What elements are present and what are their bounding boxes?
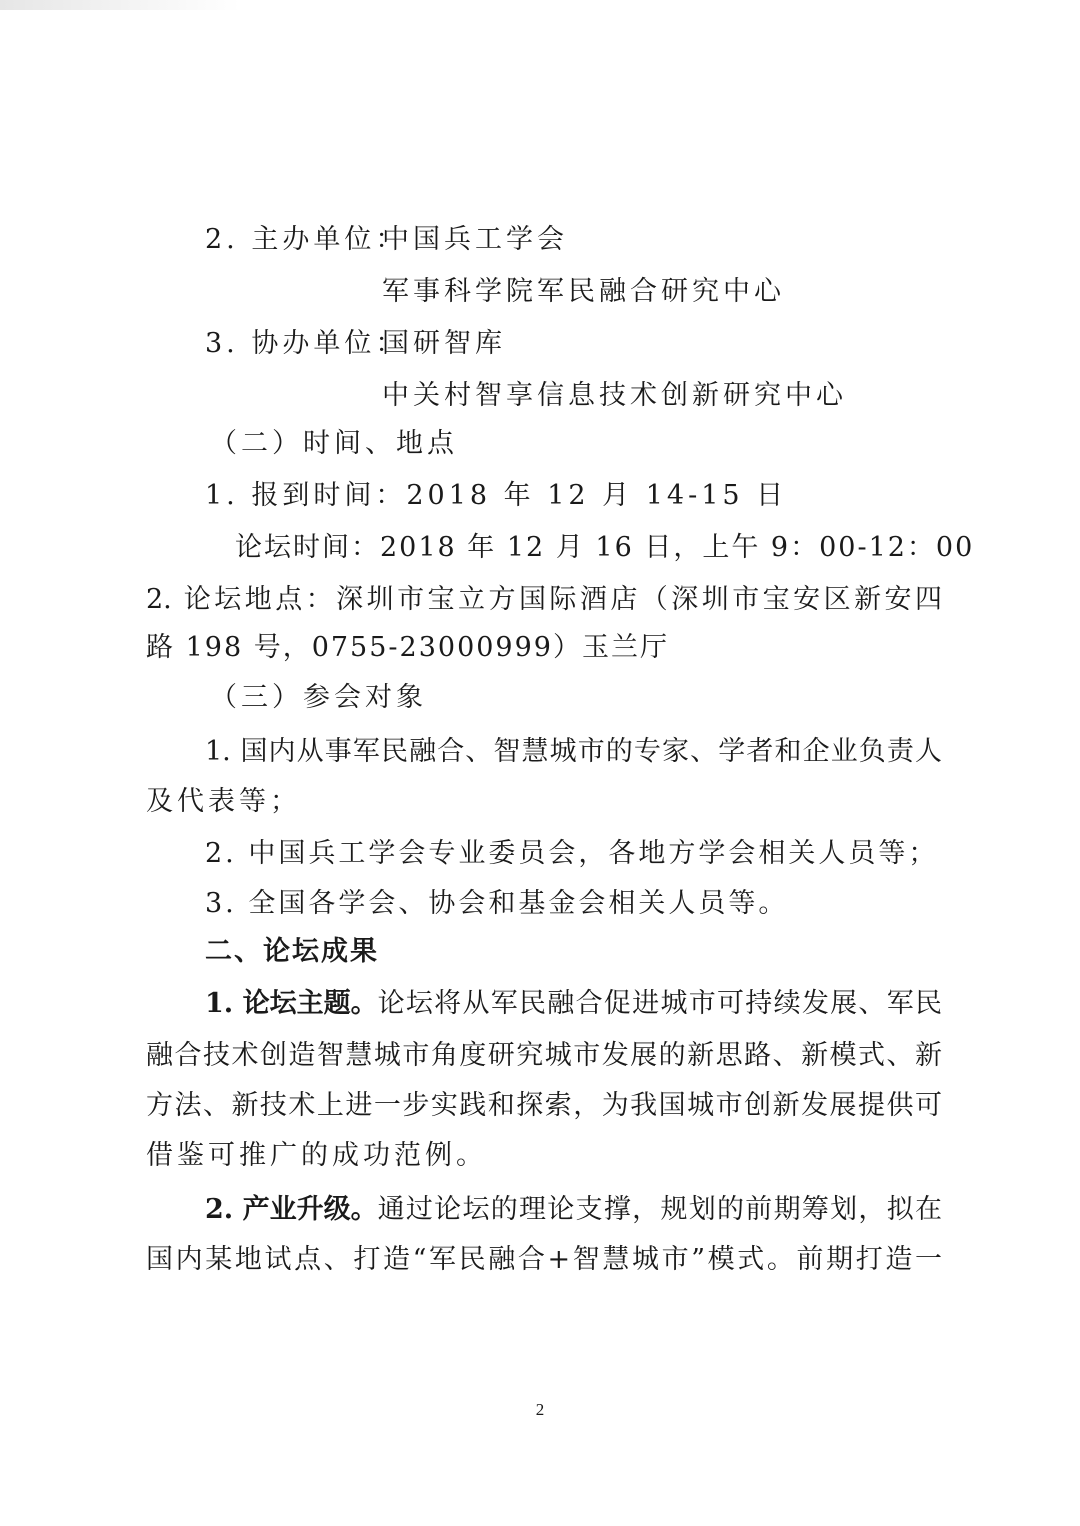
- outcome-1-title: 1. 论坛主题。: [205, 988, 378, 1019]
- host-label: 2. 主办单位：: [205, 224, 407, 255]
- co-host-org-2: 中关村智享信息技术创新研究中心: [382, 380, 847, 411]
- participants-item-1-line-2: 及代表等；: [146, 786, 301, 817]
- scan-edge-mark: [0, 0, 240, 10]
- page-number: 2: [535, 1400, 545, 1419]
- host-org-1: 中国兵工学会: [382, 224, 568, 255]
- outcome-2-text: 通过论坛的理论支撑，规划的前期筹划，拟在: [377, 1194, 942, 1225]
- outcome-2-title: 2. 产业升级。: [205, 1194, 378, 1225]
- co-host-label: 3. 协办单位：: [205, 328, 407, 359]
- venue-line-2: 路 198 号，0755-23000999）玉兰厅: [146, 632, 669, 663]
- host-org-2: 军事科学院军民融合研究中心: [382, 276, 785, 307]
- outcome-1-line-2: 融合技术创造智慧城市角度研究城市发展的新思路、新模式、新: [146, 1040, 942, 1071]
- venue-line-1: 2. 论坛地点：深圳市宝立方国际酒店（深圳市宝安区新安四: [146, 584, 942, 615]
- outcome-1-line-3: 方法、新技术上进一步实践和探索，为我国城市创新发展提供可: [146, 1090, 942, 1121]
- outcome-2-line-1: [205, 1192, 942, 1228]
- outcome-1-line-4: 借鉴可推广的成功范例。: [146, 1140, 487, 1171]
- section-heading-participants: （三）参会对象: [210, 682, 427, 713]
- co-host-org-1: 国研智库: [382, 328, 506, 359]
- section-heading-time-place: （二）时间、地点: [210, 428, 458, 459]
- outcome-1-line-1: [205, 986, 942, 1022]
- participants-item-2: 2. 中国兵工学会专业委员会，各地方学会相关人员等；: [205, 838, 939, 869]
- outcome-2-line-2: 国内某地试点、打造“军民融合+智慧城市”模式。前期打造一: [146, 1244, 942, 1275]
- outcome-1-text: 论坛将从军民融合促进城市可持续发展、军民: [377, 988, 942, 1019]
- section-heading-outcomes: 二、论坛成果: [205, 936, 379, 967]
- checkin-time: 1. 报到时间：2018 年 12 月 14-15 日: [205, 480, 788, 511]
- forum-time: 论坛时间：2018 年 12 月 16 日，上午 9：00-12：00: [235, 532, 975, 563]
- participants-item-1-line-1: 1. 国内从事军民融合、智慧城市的专家、学者和企业负责人: [205, 736, 942, 767]
- participants-item-3: 3. 全国各学会、协会和基金会相关人员等。: [205, 888, 789, 919]
